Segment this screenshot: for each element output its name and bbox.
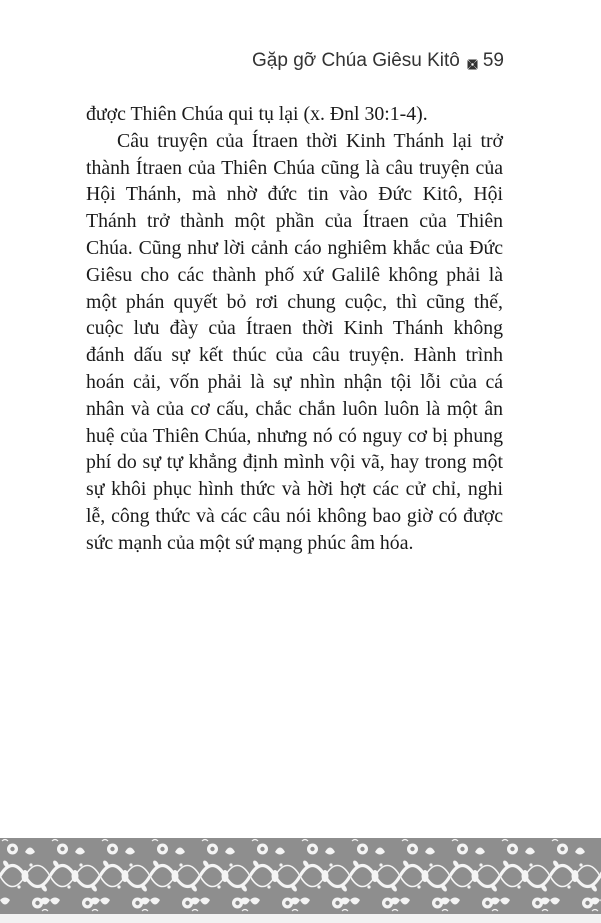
running-header xyxy=(252,50,504,72)
page-number: 59 xyxy=(482,50,504,71)
maltese-cross-icon xyxy=(466,55,479,68)
paragraph-continuation: được Thiên Chúa qui tụ lại (x. Đnl 30:1-4). xyxy=(86,103,428,125)
floral-pattern-graphic xyxy=(0,838,601,914)
paragraph: Câu truyện của Ítraen thời Kinh Thánh lại trở thành Ítraen của Thiên Chúa cũng là câu truyện của Hội Thánh, mà nhờ đức tin vào Đức Kitô, Hội Thánh trở thành một phần của Ítraen của Thiên Chúa. Cũng như lời cảnh cáo nghiêm khắc của Đức Giêsu cho các thành phố xứ Galilê không phải là một phán quyết bỏ rơi chung cuộc, thì cũng thế, cuộc lưu đày của Ítraen thời Kinh Thánh không đánh dấu sự kết thúc của câu truyện. Hành trình hoán cải, vốn phải là sự nhìn nhận tội lỗi của cá nhân và của cơ cấu, chắc chắn luôn luôn là một ân huệ của Thiên Chúa, nhưng nó có nguy cơ bị phung phí do sự tự khẳng định mình vội vã, hay trong một sự khôi phục hình thức và hời hợt các cử chỉ, nghi lễ, công thức và các câu nói không bao giờ có được sức mạnh của một sứ mạng phúc âm hóa. xyxy=(86,129,503,554)
floral-ornament-band xyxy=(0,838,601,914)
page-bottom-edge xyxy=(0,914,601,923)
body-text xyxy=(86,101,503,557)
running-title: Gặp gỡ Chúa Giêsu Kitô xyxy=(252,50,460,71)
